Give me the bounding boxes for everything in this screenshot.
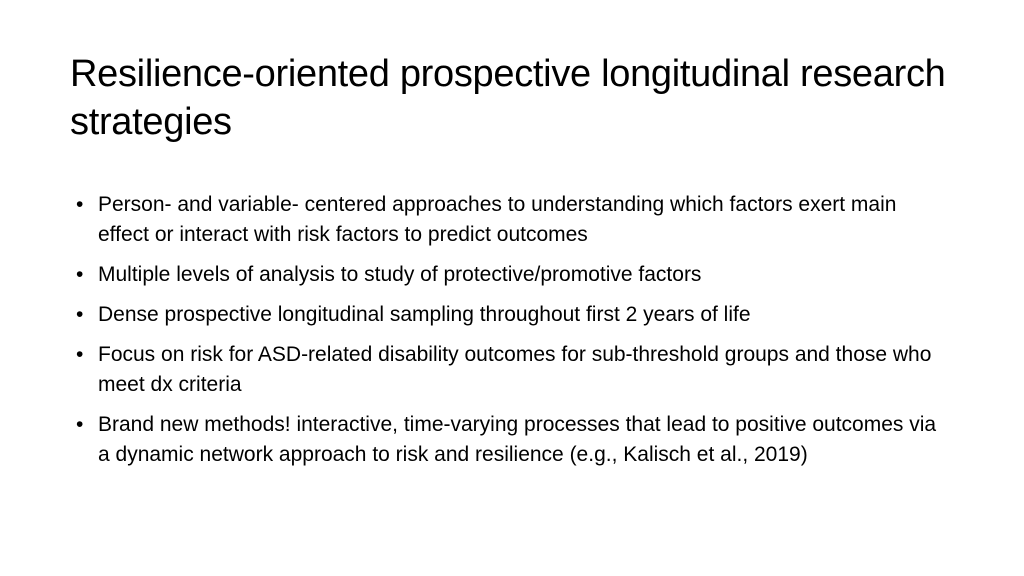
bullet-text: Brand new methods! interactive, time-varying processes that lead to positive outcomes via a dynamic network approach to risk and resilience (e.g., Kalisch et al., 2019) [98,413,937,466]
bullet-marker: • [76,303,84,326]
bullet-text: Focus on risk for ASD-related disability outcomes for sub-threshold groups and those who meet dx criteria [98,343,932,396]
bullet-marker: • [76,343,84,366]
bullet-item [70,410,950,470]
bullet-text: Dense prospective longitudinal sampling throughout first 2 years of life [98,303,751,326]
bullet-text: Person- and variable- centered approaches to understanding which factors exert main effect or interact with risk factors to predict outcomes [98,193,897,246]
bullet-marker: • [76,413,84,436]
bullet-item [70,260,950,290]
bullet-item [70,300,950,330]
slide-title: Resilience-oriented prospective longitudinal research strategies [70,53,946,143]
bullet-list [70,190,950,480]
bullet-item [70,190,950,250]
bullet-text: Multiple levels of analysis to study of protective/promotive factors [98,263,702,286]
bullet-marker: • [76,193,84,216]
bullet-item [70,340,950,400]
bullet-marker: • [76,263,84,286]
